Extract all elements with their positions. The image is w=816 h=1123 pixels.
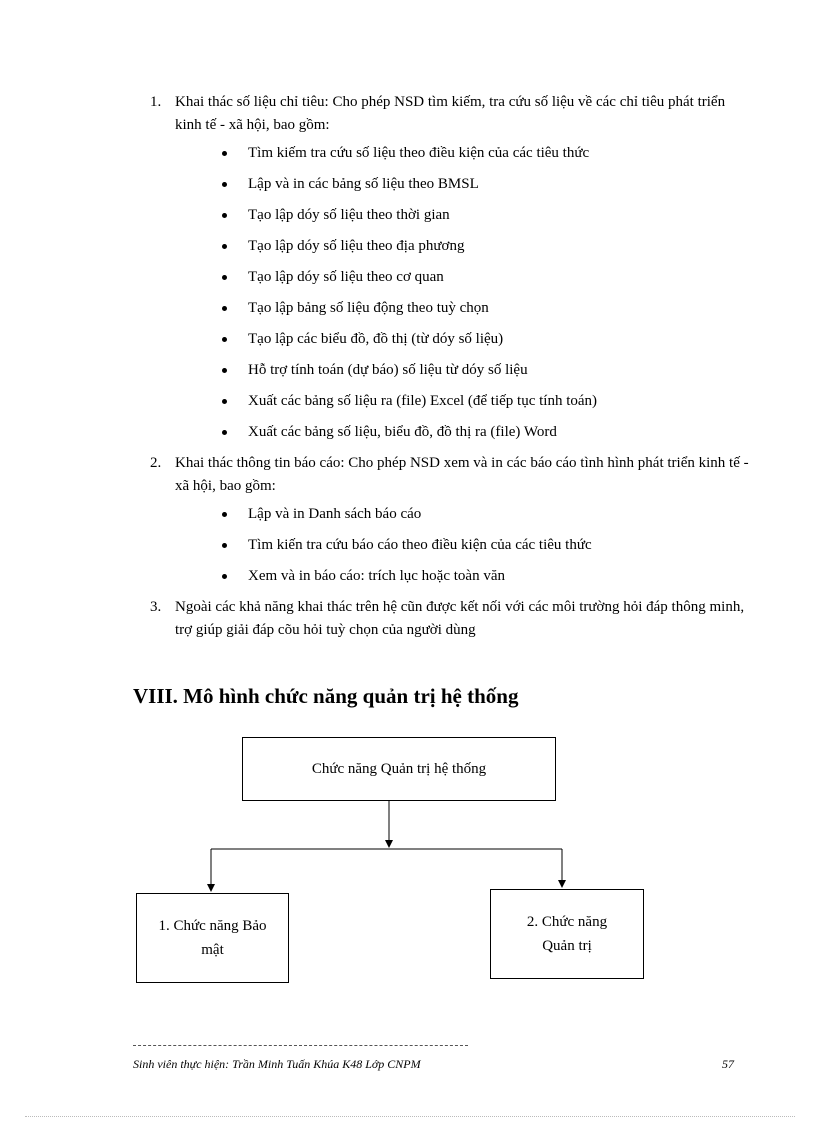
bullet-list-1 [222,142,742,452]
list-item: Tạo lập các biểu đồ, đồ thị (từ dóy số liệu) [222,328,742,359]
bullet-icon [222,543,227,548]
item-number: 1. [150,94,162,110]
numbered-item-3 [150,596,750,642]
bullet-icon [222,399,227,404]
numbered-item-1 [150,91,750,137]
item-number: 3. [150,599,162,615]
bullet-list-2 [222,503,742,596]
bullet-icon [222,368,227,373]
numbered-item-2 [150,452,750,498]
bullet-icon [222,244,227,249]
bullet-icon [222,213,227,218]
bullet-icon [222,574,227,579]
footer-credit: Sinh viên thực hiện: Trần Minh Tuấn Khúa K48 Lớp CNPM [133,1057,421,1071]
bullet-icon [222,512,227,517]
list-item: Lập và in Danh sách báo cáo [222,503,742,534]
page-bottom-rule [25,1116,795,1117]
list-item: Lập và in các bảng số liệu theo BMSL [222,173,742,204]
security-function-box [136,893,289,983]
root-function-label: Chức năng Quản trị hệ thống [311,761,487,777]
list-item: Tìm kiếm tra cứu số liệu theo điều kiện của các tiêu thức [222,142,742,173]
list-item: Xem và in báo cáo: trích lục hoặc toàn văn [222,565,742,596]
root-function-box [242,737,556,801]
bullet-icon [222,430,227,435]
list-item: Tìm kiến tra cứu báo cáo theo điều kiện của các tiêu thức [222,534,742,565]
bullet-icon [222,306,227,311]
list-item: Tạo lập dóy số liệu theo cơ quan [222,266,742,297]
item-text: Khai thác số liệu chỉ tiêu: Cho phép NSD tìm kiếm, tra cứu số liệu về các chỉ tiêu phát triển kinh tế - xã hội, bao gồm: [175,94,726,133]
bullet-icon [222,337,227,342]
list-item: Xuất các bảng số liệu, biểu đồ, đồ thị ra (file) Word [222,421,742,452]
admin-function-label: 2. Chức năng Quản trị [526,914,608,954]
bullet-icon [222,151,227,156]
item-text: Ngoài các khả năng khai thác trên hệ cũn được kết nối với các môi trường hỏi đáp thông minh, trợ giúp giải đáp cõu hỏi tuỳ chọn của người dùng [175,599,745,638]
list-item: Tạo lập dóy số liệu theo thời gian [222,204,742,235]
list-item: Tạo lập bảng số liệu động theo tuỳ chọn [222,297,742,328]
bullet-icon [222,275,227,280]
section-heading: VIII. Mô hình chức năng quản trị hệ thống [133,684,519,708]
footer-rule [133,1045,468,1046]
list-item: Hỗ trợ tính toán (dự báo) số liệu từ dóy số liệu [222,359,742,390]
page-number: 57 [722,1057,734,1071]
bullet-icon [222,182,227,187]
item-text: Khai thác thông tin báo cáo: Cho phép NSD xem và in các báo cáo tình hình phát triển kinh tế - xã hội, bao gồm: [175,455,749,494]
item-number: 2. [150,455,162,471]
admin-function-box [490,889,644,979]
security-function-label: 1. Chức năng Bảo mật [158,918,267,958]
list-item: Tạo lập dóy số liệu theo địa phương [222,235,742,266]
list-item: Xuất các bảng số liệu ra (file) Excel (để tiếp tục tính toán) [222,390,742,421]
